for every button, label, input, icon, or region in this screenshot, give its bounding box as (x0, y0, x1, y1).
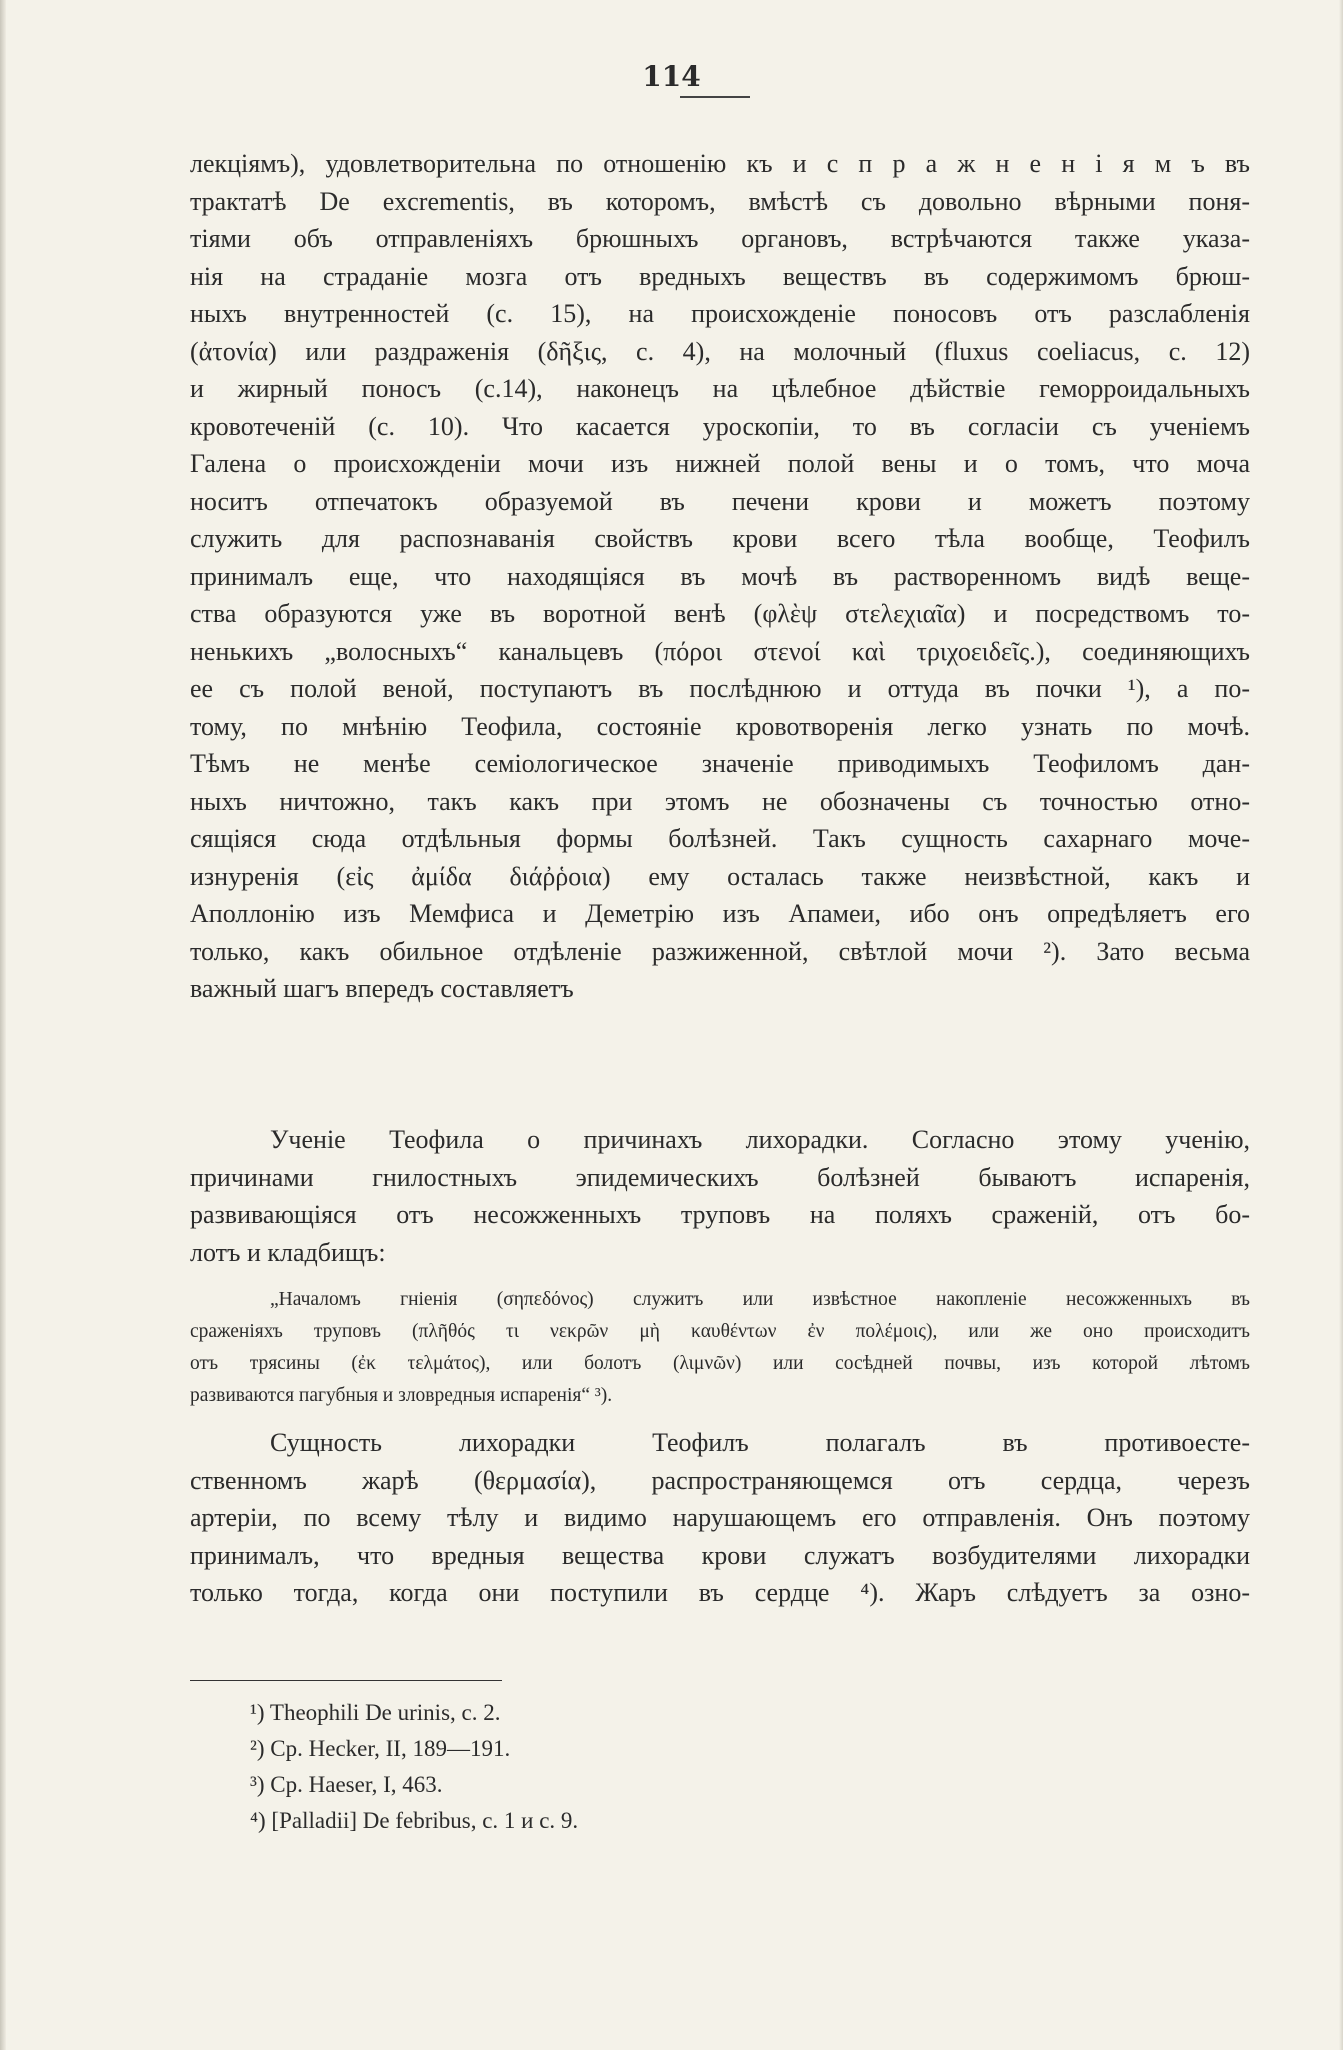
text-line: артеріи, по всему тѣлу и видимо нарушающемъ его отправленія. Онъ поэтому (190, 1503, 1250, 1532)
text-line: принималъ еще, что находящіяся въ мочѣ въ растворенномъ видѣ веще- (190, 561, 1250, 591)
text-line: тому, по мнѣнію Теофила, состояніе кровотворенія легко узнать по мочѣ. (190, 711, 1250, 741)
footnote-rule (190, 1680, 502, 1681)
text-line: кровотеченій (с. 10). Что касается уроскопіи, то въ согласіи съ ученіемъ (190, 411, 1250, 441)
text-line: развивающіяся отъ несожженныхъ труповъ на поляхъ сраженій, отъ бо- (190, 1200, 1250, 1229)
text-line: Галена о происхожденіи мочи изъ нижней полой вены и о томъ, что моча (190, 449, 1250, 478)
text-line: принималъ, что вредныя вещества крови служатъ возбудителями лихорадки (190, 1540, 1250, 1570)
text-line: тіями объ отправленіяхъ брюшныхъ органовъ, встрѣчаются также указа- (190, 224, 1250, 253)
text-line: (ἀτονία) или раздраженія (δῆξις, с. 4), на молочный (fluxus coeliacus, с. 12) (190, 336, 1250, 366)
text-line: Ученіе Теофила о причинахъ лихорадки. Согласно этому ученію, (270, 1125, 1250, 1154)
footnote: ¹) Theophili De urinis, с. 2. (250, 1700, 501, 1725)
scan-edge-right (1339, 0, 1343, 2050)
text-line: носитъ отпечатокъ образуемой въ печени крови и можетъ поэтому (190, 486, 1250, 516)
text-line: Сущность лихорадки Теофилъ полагалъ въ противоесте- (270, 1428, 1250, 1457)
quote-line: „Началомъ гніенія (σηπεδόνος) служитъ или извѣстное накопленіе несожженныхъ въ (270, 1289, 1250, 1310)
text-line: ства образуются уже въ воротной венѣ (φλὲψ στελεχιαῖα) и посредствомъ то- (190, 599, 1250, 628)
text-line: ныхъ внутренностей (с. 15), на происхожденіе поносовъ отъ разслабленія (190, 299, 1250, 328)
text-line: ненькихъ „волосныхъ“ канальцевъ (πόροι στενοί καὶ τριχοειδεῖς.), соединяющихъ (190, 636, 1250, 666)
text-line: трактатѣ De excrementis, въ которомъ, вмѣстѣ съ довольно вѣрными поня- (190, 186, 1250, 216)
quote-line: развиваются пагубныя и зловредныя испаренія“ ³). (190, 1385, 613, 1406)
text-line: лотъ и кладбищъ: (190, 1237, 386, 1267)
text-line: ныхъ ничтожно, такъ какъ при этомъ не обозначены съ точностью отно- (190, 786, 1250, 816)
text-line: только тогда, когда они поступили въ сердце ⁴). Жаръ слѣдуетъ за озно- (190, 1578, 1250, 1607)
body-text-block-2 (190, 1121, 1250, 1271)
text-line: ственномъ жарѣ (θερμασία), распространяющемся отъ сердца, черезъ (190, 1465, 1250, 1495)
page-number-underline (680, 96, 750, 98)
text-line: сящіяся сюда отдѣльныя формы болѣзней. Такъ сущность сахарнаго моче- (190, 824, 1250, 853)
body-text-block-1 (190, 145, 1250, 1008)
footnote: ⁴) [Palladii] De febribus, с. 1 и с. 9. (250, 1808, 579, 1833)
scan-edge-left (0, 0, 6, 2050)
text-line: ее съ полой веной, поступаютъ въ послѣднюю и оттуда въ почки ¹), а по- (190, 674, 1250, 703)
text-line: и жирный поносъ (с.14), наконецъ на цѣлебное дѣйствіе геморроидальныхъ (190, 374, 1250, 403)
page-number: 114 (642, 60, 701, 93)
quote-line: отъ трясины (ἐκ τελμάτος), или болотъ (λιμνῶν) или сосѣдней почвы, изъ которой лѣтомъ (190, 1353, 1250, 1374)
quote-line: сраженіяхъ труповъ (πλῆθός τι νεκρῶν μὴ καυθέντων ἐν πολέμοις), или же оно происходитъ (190, 1321, 1250, 1342)
text-line: важный шагъ впередъ составляетъ (190, 974, 574, 1003)
text-line: только, какъ обильное отдѣленіе разжиженной, свѣтлой мочи ²). Зато весьма (190, 936, 1250, 966)
block-quote (190, 1284, 1250, 1412)
text-line: изнуренія (εἰς ἀμίδα διάῤῥοια) ему осталась также неизвѣстной, какъ и (190, 861, 1250, 891)
text-line: Аполлонію изъ Мемфиса и Деметрію изъ Апамеи, ибо онъ опредѣляетъ его (190, 899, 1250, 928)
text-line: Тѣмъ не менѣе семіологическое значеніе приводимыхъ Теофиломъ дан- (190, 749, 1250, 778)
footnotes (250, 1695, 578, 1839)
text-line: лекціямъ), удовлетворительна по отношенію къ и с п р а ж н е н і я м ъ въ (190, 149, 1250, 178)
text-line: нія на страданіе мозга отъ вредныхъ веществъ въ содержимомъ брюш- (190, 261, 1250, 291)
body-text-block-3 (190, 1424, 1250, 1612)
footnote: ²) Ср. Hecker, II, 189—191. (250, 1736, 511, 1761)
text-line: служить для распознаванія свойствъ крови всего тѣла вообще, Теофилъ (190, 524, 1250, 553)
text-line: причинами гнилостныхъ эпидемическихъ болѣзней бываютъ испаренія, (190, 1162, 1250, 1192)
footnote: ³) Ср. Haeser, I, 463. (250, 1772, 443, 1797)
